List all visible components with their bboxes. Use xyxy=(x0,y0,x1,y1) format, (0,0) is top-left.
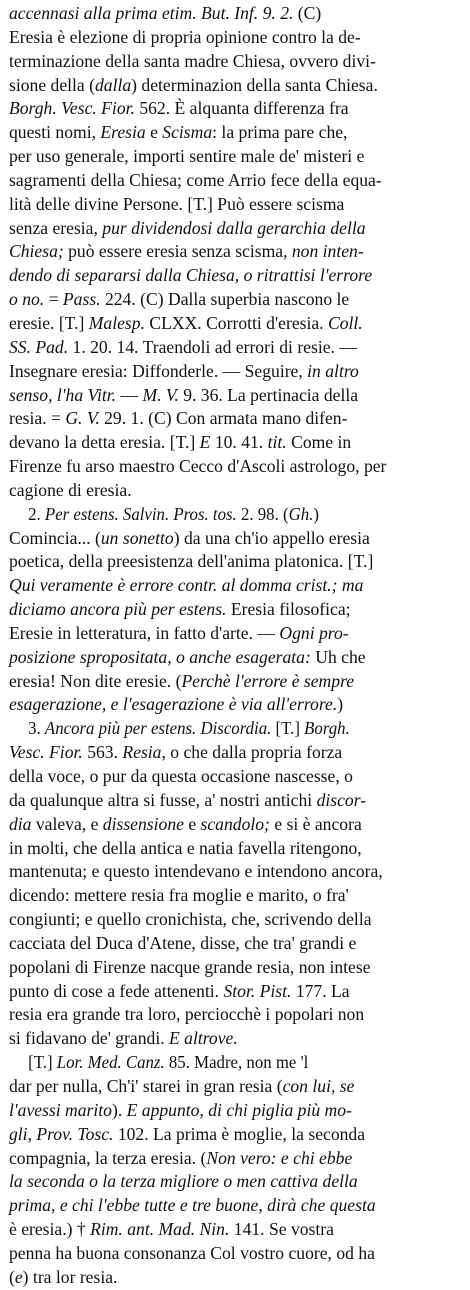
entry-paragraph xyxy=(9,717,462,1051)
text-run: è eresia.) † xyxy=(9,1219,91,1240)
text-line xyxy=(9,646,462,670)
text-line xyxy=(9,217,462,241)
text-line xyxy=(9,503,442,527)
text-run: CLXX. Corrotti d'eresia. xyxy=(144,312,328,333)
text-run: 29. 1. (C) Con armata mano difen- xyxy=(99,408,348,429)
text-line xyxy=(9,860,462,884)
italic-text: Coll. xyxy=(327,312,363,333)
text-line xyxy=(9,479,462,503)
text-line xyxy=(9,884,462,908)
text-run: [T.] xyxy=(28,1052,57,1073)
text-line xyxy=(9,145,462,169)
text-run: della voce, o pur da questa occasione nascesse, o xyxy=(9,766,353,786)
text-line xyxy=(9,1027,462,1051)
text-run: [T.] xyxy=(271,718,305,739)
italic-text: accennasi alla prima etim. But. Inf. 9. 2. xyxy=(9,3,294,23)
text-line xyxy=(9,193,462,217)
italic-text: discor- xyxy=(316,789,367,810)
text-run: poetica, della preesistenza dell'anima platonica. [T.] xyxy=(9,551,374,572)
text-run: in molti, che della antica e natia favella ritengono, xyxy=(9,837,362,858)
text-run: 2. 98. ( xyxy=(236,503,289,524)
text-run: penna ha buona consonanza Col vostro cuore, od ha xyxy=(9,1242,375,1263)
text-line xyxy=(9,1266,462,1290)
italic-text: in altro xyxy=(307,360,359,381)
italic-text: non inten- xyxy=(291,241,364,262)
entry-paragraph xyxy=(9,1051,462,1289)
text-run: Eresie in letteratura, in fatto d'arte. — xyxy=(9,622,280,643)
text-run: 9. 36. La pertinacia della xyxy=(178,384,359,405)
text-run: senza eresia, xyxy=(9,217,103,238)
text-line xyxy=(9,1170,462,1194)
italic-text: gli, Prov. Tosc. xyxy=(9,1123,114,1144)
text-line xyxy=(9,693,462,717)
italic-text: Per estens. Salvin. Pros. tos. xyxy=(44,503,237,524)
text-line xyxy=(9,527,462,551)
text-run: : la prima pare che, xyxy=(212,122,348,143)
text-run: (C) xyxy=(293,3,322,23)
italic-text: E appunto, di chi piglia più mo- xyxy=(126,1099,352,1120)
italic-text: pur dividendosi dalla gerarchia della xyxy=(102,217,366,238)
text-run: può essere eresia senza scisma, xyxy=(63,241,292,262)
italic-text: l'avessi marito xyxy=(9,1099,112,1120)
italic-text: con lui, se xyxy=(282,1075,355,1096)
text-line xyxy=(9,50,462,74)
text-line xyxy=(9,431,462,455)
text-run: devano la detta eresia. [T.] xyxy=(9,432,200,453)
text-line xyxy=(9,1099,462,1123)
text-line xyxy=(9,407,462,431)
text-run: e si è ancora xyxy=(269,813,362,834)
text-line xyxy=(9,765,462,789)
text-line xyxy=(9,336,462,360)
italic-text: Scisma xyxy=(162,122,213,143)
text-run: 141. Se vostra xyxy=(229,1219,334,1240)
text-run: sione della ( xyxy=(9,74,95,95)
text-run: dar per nulla, Ch'i' starei in gran resia ( xyxy=(9,1075,283,1096)
italic-text: Qui veramente è errore contr. al domma crist.; ma xyxy=(9,575,364,596)
italic-text: tit. xyxy=(267,432,287,453)
italic-text: Ancora più per estens. Discordia. xyxy=(44,718,272,739)
text-line xyxy=(9,1147,462,1171)
text-run: per uso generale, importi sentire male de' misteri e xyxy=(9,146,365,167)
text-run: Eresia è elezione di propria opinione contro la de- xyxy=(9,26,361,47)
text-line xyxy=(9,121,462,145)
italic-text: E xyxy=(199,432,211,453)
text-run: punto di cose a fede attenenti. xyxy=(9,980,224,1001)
text-run: 85. Madre, non me 'l xyxy=(164,1052,309,1073)
italic-text: Eresia xyxy=(100,122,146,143)
italic-text: Perchè l'errore è sempre xyxy=(181,670,355,691)
text-run: eresie. [T.] xyxy=(9,312,89,333)
text-line xyxy=(9,741,462,765)
text-run: = xyxy=(44,289,63,310)
text-line xyxy=(9,1242,462,1266)
italic-text: dissensione xyxy=(102,813,184,834)
text-line xyxy=(9,598,462,622)
text-run: 224. (C) Dalla superbia nascono le xyxy=(100,289,350,310)
text-run: Comincia... ( xyxy=(9,527,101,548)
text-run: lità delle divine Persone. [T.] Può essere scisma xyxy=(9,193,345,214)
text-run: Insegnare eresia: Diffonderle. — Seguire, xyxy=(9,360,308,381)
text-run: ) xyxy=(313,503,319,524)
text-line xyxy=(9,980,462,1004)
italic-text: Rim. ant. Mad. Nin. xyxy=(90,1219,230,1240)
text-line xyxy=(9,837,462,861)
text-line xyxy=(9,1003,462,1027)
text-line xyxy=(9,97,462,121)
text-run: Uh che xyxy=(310,646,366,667)
text-run: terminazione della santa madre Chiesa, ovvero divi- xyxy=(9,50,376,71)
text-run: Come in xyxy=(286,432,352,453)
text-line xyxy=(9,169,462,193)
italic-text: Gh. xyxy=(288,503,314,524)
text-line xyxy=(9,1218,462,1242)
text-run: ) tra lor resia. xyxy=(22,1266,118,1287)
text-run: compagnia, la terza eresia. ( xyxy=(9,1147,207,1168)
entry-paragraph xyxy=(9,2,462,503)
italic-text: Chiesa; xyxy=(9,241,64,262)
text-line xyxy=(9,717,442,741)
text-line xyxy=(9,240,462,264)
text-line xyxy=(9,908,462,932)
text-run: ) xyxy=(337,694,344,715)
text-line xyxy=(9,312,462,336)
text-line xyxy=(9,622,462,646)
text-run: resia. = xyxy=(9,408,66,429)
text-run: Eresia filosofica; xyxy=(226,599,351,620)
text-run: da qualunque altra si fusse, a' nostri antichi xyxy=(9,789,317,810)
text-line xyxy=(9,813,462,837)
text-run: eresia! Non dite eresie. ( xyxy=(9,670,182,691)
text-line xyxy=(9,26,462,50)
text-run: 102. La prima è moglie, la seconda xyxy=(113,1123,366,1144)
text-run: mantenuta; e questo intendevano e intendono ancora, xyxy=(9,861,383,882)
text-run: cacciata del Duca d'Atene, disse, che tra' grandi e xyxy=(9,932,357,953)
text-run: ) determinazion della santa Chiesa. xyxy=(131,74,378,95)
text-run: ). xyxy=(111,1099,127,1120)
text-line xyxy=(9,2,462,26)
italic-text: Borgh. Vesc. Fior. xyxy=(9,98,135,119)
italic-text: Ogni pro- xyxy=(279,622,349,643)
text-line xyxy=(9,360,462,384)
text-line xyxy=(9,455,462,479)
italic-text: posizione spropositata, o anche esagerata: xyxy=(9,646,311,667)
italic-text: SS. Pad. xyxy=(9,336,69,357)
italic-text: prima, e chi l'ebbe tutte e tre buone, dirà che questa xyxy=(9,1195,376,1216)
text-run: Firenze fu arso maestro Cecco d'Ascoli astrologo, per xyxy=(9,456,387,477)
italic-text: E altrove. xyxy=(169,1028,238,1049)
text-line xyxy=(9,932,462,956)
text-line xyxy=(9,288,462,312)
italic-text: dendo di separarsi dalla Chiesa, o ritrattisi l'errore xyxy=(9,265,373,286)
text-line xyxy=(9,1075,462,1099)
italic-text: Pass. xyxy=(62,289,101,310)
italic-text: un sonetto xyxy=(100,527,174,548)
entry-paragraph xyxy=(9,503,462,718)
text-run: 177. La xyxy=(291,980,350,1001)
italic-text: Vesc. Fior. xyxy=(9,742,83,763)
italic-text: Malesp. xyxy=(88,312,145,333)
text-line xyxy=(9,1194,462,1218)
italic-text: diciamo ancora più per estens. xyxy=(9,599,227,620)
text-run: 563. xyxy=(82,742,123,763)
text-run: 3. xyxy=(28,718,45,739)
text-line xyxy=(9,550,462,574)
text-line xyxy=(9,956,462,980)
text-run: e xyxy=(183,813,201,834)
text-run: ) da una ch'io appello eresia xyxy=(173,527,370,548)
text-run: e xyxy=(145,122,163,143)
italic-text: Resia, xyxy=(122,742,166,763)
text-run: — xyxy=(116,384,143,405)
text-run: 562. È alquanta differenza fra xyxy=(134,98,349,119)
text-run: 2. xyxy=(28,503,45,524)
text-line xyxy=(9,264,462,288)
italic-text: Borgh. xyxy=(304,718,350,739)
text-run: ( xyxy=(9,1266,15,1287)
text-line xyxy=(9,789,462,813)
italic-text: Non vero: e chi ebbe xyxy=(206,1147,353,1168)
text-line xyxy=(9,74,462,98)
italic-text: Lor. Med. Canz. xyxy=(56,1052,165,1073)
italic-text: Stor. Pist. xyxy=(223,980,292,1001)
italic-text: la seconda o la terza migliore o men cattiva della xyxy=(9,1171,358,1192)
text-line xyxy=(9,384,462,408)
text-run: valeva, e xyxy=(31,813,103,834)
text-line xyxy=(9,1051,442,1075)
italic-text: senso, l'ha Vitr. xyxy=(9,384,117,405)
text-run: o che dalla propria forza xyxy=(165,742,343,763)
text-run: si fidavano de' grandi. xyxy=(9,1028,170,1049)
text-run: congiunti; e quello cronichista, che, scrivendo della xyxy=(9,909,372,930)
italic-text: esagerazione, e l'esagerazione è via all'errore. xyxy=(9,694,338,715)
text-line xyxy=(9,670,462,694)
text-run: questi nomi, xyxy=(9,122,101,143)
text-run: cagione di eresia. xyxy=(9,479,132,500)
italic-text: e xyxy=(14,1266,23,1287)
text-run: popolani di Firenze nacque grande resia, non intese xyxy=(9,956,371,977)
text-run: sagramenti della Chiesa; come Arrio fece della equa- xyxy=(9,169,382,190)
italic-text: scandolo; xyxy=(200,813,270,834)
text-run: dicendo: mettere resia fra moglie e marito, o fra' xyxy=(9,885,349,906)
text-line xyxy=(9,574,462,598)
text-run: 1. 20. 14. Traendoli ad errori di resie. — xyxy=(68,336,357,357)
italic-text: dalla xyxy=(94,74,132,95)
italic-text: dia xyxy=(9,813,32,834)
italic-text: M. V. xyxy=(142,384,179,405)
italic-text: o no. xyxy=(9,289,45,310)
text-run: resia era grande tra loro, perciocchè i popolari non xyxy=(9,1004,365,1025)
italic-text: G. V. xyxy=(65,408,100,429)
text-run: 10. 41. xyxy=(210,432,268,453)
